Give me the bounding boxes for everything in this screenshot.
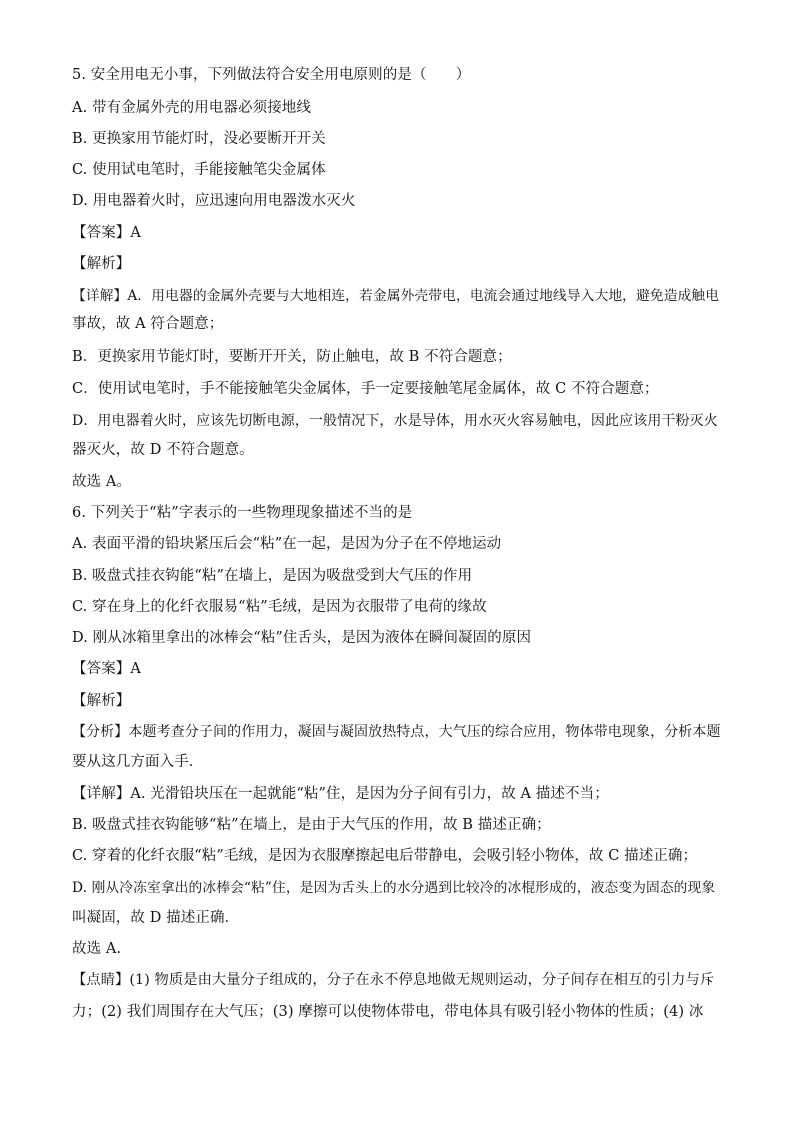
q6-option-a: A. 表面平滑的铅块紧压后会“粘”在一起，是因为分子在不停地运动	[72, 536, 502, 552]
q6-comment-line-2: 力；(2) 我们周围存在大气压；(3) 摩擦可以使物体带电，带电体具有吸引轻小物体的性质；(4) 冰	[72, 1004, 704, 1020]
q6-option-b: B. 吸盘式挂衣钩能“粘”在墙上，是因为吸盘受到大气压的作用	[72, 568, 473, 584]
q6-detail-line-4: D. 刚从冷冻室拿出的冰棒会“粘”住，是因为舌头上的水分遇到比较冷的冰棍形成的，液态变为固态的现象	[72, 880, 716, 896]
q6-answer: 【答案】A	[72, 661, 141, 677]
q5-conclusion: 故选 A。	[72, 474, 132, 490]
q6-detail-line-3: C. 穿着的化纤衣服“粘”毛绒，是因为衣服摩擦起电后带静电，会吸引轻小物体，故 C 描述正确；	[72, 848, 698, 864]
q5-detail-line-6: 器灭火，故 D 不符合题意。	[72, 442, 254, 458]
q5-option-c: C. 使用试电笔时，手能接触笔尖金属体	[72, 162, 326, 178]
q5-analysis-heading: 【解析】	[72, 256, 131, 272]
q6-analysis-line-1: 【分析】本题考查分子间的作用力，凝固与凝固放热特点，大气压的综合应用，物体带电现象，分析本题	[72, 724, 721, 740]
q5-option-d: D. 用电器着火时，应迅速向用电器泼水灭火	[72, 193, 356, 209]
q5-answer: 【答案】A	[72, 225, 141, 241]
q5-detail-line-1: 【详解】A．用电器的金属外壳要与大地相连，若金属外壳带电，电流会通过地线导入大地，避免造成触电	[72, 288, 720, 304]
q6-stem: 6. 下列关于“粘”字表示的一些物理现象描述不当的是	[72, 505, 413, 521]
q6-conclusion: 故选 A.	[72, 941, 122, 957]
q5-detail-line-5: D．用电器着火时，应该先切断电源，一般情况下，水是导体，用水灭火容易触电，因此应该用干粉灭火	[72, 413, 718, 429]
q6-detail-line-2: B. 吸盘式挂衣钩能够“粘”在墙上，是由于大气压的作用，故 B 描述正确；	[72, 817, 551, 833]
q6-analysis-heading: 【解析】	[72, 693, 131, 709]
q5-detail-line-4: C．使用试电笔时，手不能接触笔尖金属体，手一定要接触笔尾金属体，故 C 不符合题意；	[72, 381, 659, 397]
q6-option-c: C. 穿在身上的化纤衣服易“粘”毛绒，是因为衣服带了电荷的缘故	[72, 599, 487, 615]
q6-detail-line-1: 【详解】A. 光滑铅块压在一起就能“粘”住，是因为分子间有引力，故 A 描述不当；	[72, 786, 609, 802]
q5-option-b: B. 更换家用节能灯时，没必要断开开关	[72, 131, 326, 147]
q5-detail-line-3: B．更换家用节能灯时，要断开开关，防止触电，故 B 不符合题意；	[72, 349, 512, 365]
q5-stem: 5. 安全用电无小事，下列做法符合安全用电原则的是（ ）	[72, 67, 471, 83]
q6-detail-line-5: 叫凝固，故 D 描述正确．	[72, 910, 240, 926]
q5-detail-line-2: 事故，故 A 符合题意；	[72, 316, 224, 332]
q6-option-d: D. 刚从冰箱里拿出的冰棒会“粘”住舌头，是因为液体在瞬间凝固的原因	[72, 630, 532, 646]
q6-comment-line-1: 【点睛】(1) 物质是由大量分子组成的，分子在永不停息地做无规则运动，分子间存在相互的引力与斥	[72, 972, 715, 988]
q5-option-a: A. 带有金属外壳的用电器必须接地线	[72, 100, 311, 116]
q6-analysis-line-2: 要从这几方面入手．	[72, 754, 204, 770]
